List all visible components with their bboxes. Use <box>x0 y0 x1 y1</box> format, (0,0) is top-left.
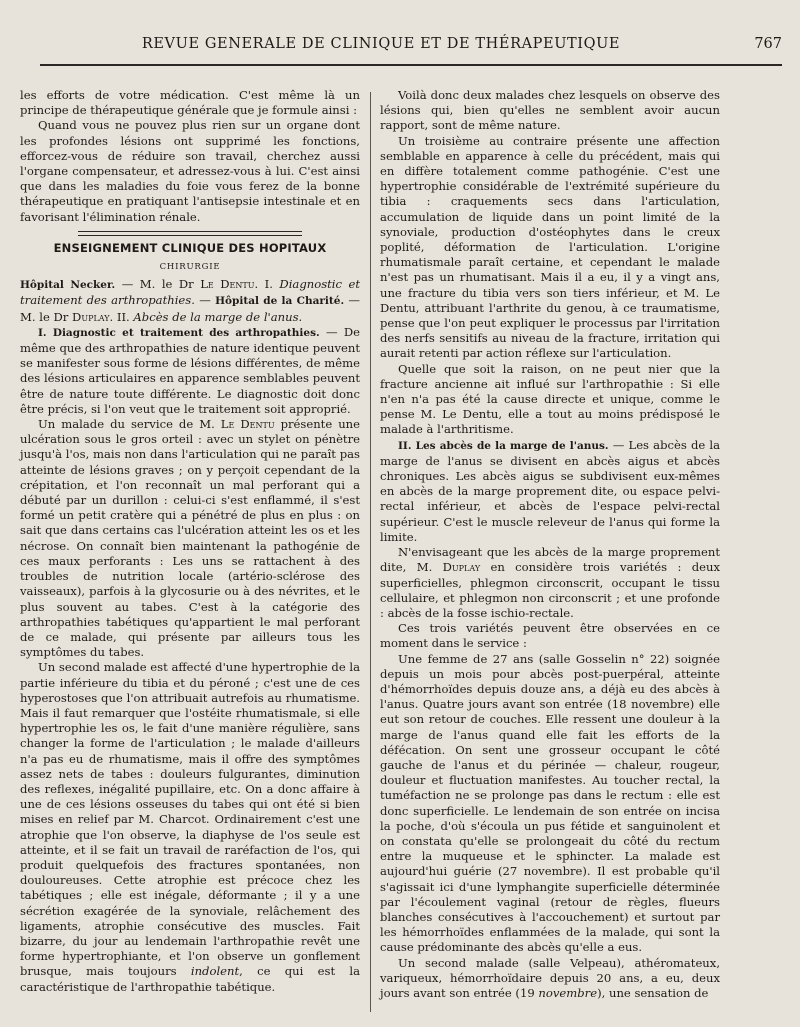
paragraph-text: Un second malade est affecté d'une hypertrophie de la partie inférieure du tibia et du péroné ; c'est une de ces hyperostoses que l'on attribuait autrefois au rhumatisme. Mais il faut remarquer que l'ostéite rhumatismale, si elle hypertrophie les os, le fait d'une manière régulière, sans changer la forme de l'articulation ; le malade d'ailleurs n'a pas eu de rhumatisme, mais il offre des symptômes assez nets de tabes : douleurs fulgurantes, diminution des reflexes, inégalité pupillaire, etc. On a donc affaire à une de ces lésions osseuses du tabes qui ont été si bien mises en relief par M. Charcot. Ordinairement c'est une atrophie que l'on observe, la diaphyse de l'os seule est atteinte, et il se fait un travail de raréfaction de l'os, qui produit quelquefois des fractures spontanées, non douloureuses. Cette atrophie est précoce chez les tabétiques ; elle est inégale, déformante ; il y a une sécrétion exagérée de la synoviale, relâchement des ligaments, atrophie consécutive des muscles. Fait bizarre, du jour au lendemain l'arthropathie revêt une forme hypertrophiante, et l'on observe un gonflement brusque, mais toujours <box>20 660 360 979</box>
summary-text: — <box>194 293 216 308</box>
page-number: 767 <box>754 36 782 52</box>
paragraph-quand: Quand vous ne pouvez plus rien sur un organe dont les profondes lésions ont supprimé les fonctions, efforcez-vous de réduire son travail, cherchez aussi l'organe compensateur, et adressez-vous à lui. C'est ainsi que dans les maladies du foie vous ferez de la bonne thérapeutique en pratiquant l'antisepsie intestinale et en favorisant l'élimination rénale. <box>20 118 360 224</box>
paragraph-second-malade <box>20 660 360 994</box>
right-column <box>380 88 720 1001</box>
section-heading: ENSEIGNEMENT CLINIQUE DES HOPITAUX <box>53 240 327 255</box>
paragraph-text: , ce qui est la caractéristique de l'arthropathie tabétique. <box>20 964 361 994</box>
paragraph-efforts: les efforts de votre médication. C'est même là un principe de thérapeutique générale que je formule ainsi : <box>20 88 360 118</box>
summary-text: . II. <box>109 309 134 324</box>
paragraph-quelle: Quelle que soit la raison, on ne peut nier que la fracture ancienne ait influé sur l'arthropathie : Si elle n'en n'a pas été la cause directe et unique, comme le pense M. Le Dentu, elle a tout au moins prédisposé le malade à l'arthritisme. <box>380 361 720 437</box>
paragraph-abces <box>380 438 720 545</box>
paragraph-text: ), une sensation de <box>597 985 709 1000</box>
left-column <box>20 88 360 995</box>
paragraph-nenvisageant <box>380 545 720 621</box>
paragraph-text: N'envisageant que les abcès de la marge proprement dite, M. <box>380 545 720 575</box>
paragraph-text: présente une ulcération sous le gros orteil : avec un stylet on pénètre jusqu'à l'os, mais non dans l'articulation qui ne paraît pas atteinte de lésions graves ; on y perçoit cependant de la crépitation, et l'on reconnaît un mal perforant qui a débuté par un durillon : celui-ci s'est enflammé, il s'est formé un petit cratère qui a pénétré de plus en plus : on sait que dans certains cas l'ulcération atteint les os et les nécrose. On connaît bien maintenant la pathogénie de ces maux perforants : Les uns se rattachent à des troubles de nutrition locale (artério-sclérose des vaisseaux), parfois à la glycosurie ou à des névrites, et le plus souvent au tabes. C'est à la catégorie des arthropathies tabétiques qu'appartient le mal perforant de ce malade, qui présente par ailleurs tous les symptômes du tabes. <box>20 417 360 660</box>
page-header <box>40 30 782 66</box>
running-head: REVUE GENERALE DE CLINIQUE ET DE THÉRAPEUTIQUE <box>141 36 621 52</box>
summary-text: — M. le Dr <box>115 277 201 292</box>
paragraph-arthropathies <box>20 325 360 417</box>
author-name: Duplay <box>442 560 481 575</box>
lecture-title: Diagnostic et traitement des arthropathies. <box>20 277 361 308</box>
paragraph-malade <box>20 417 360 660</box>
section-divider <box>78 231 302 236</box>
column-divider <box>370 92 371 1012</box>
paragraph-text: Un malade du service de M. <box>38 417 221 432</box>
emphasis: indolent <box>190 964 240 979</box>
emphasis: novembre <box>538 985 598 1000</box>
hospital-charite: Hôpital de la Charité. <box>215 295 345 308</box>
author-name: Duplay <box>72 309 110 324</box>
summary-text: . I. <box>254 277 280 292</box>
paragraph-femme: Une femme de 27 ans (salle Gosselin n° 22) soignée depuis un mois pour abcès post-puerpéral, atteinte d'hémorrhoïdes depuis douze ans, a déjà eu des abcès à l'anus. Quatre jours avant son entrée (18 novembre) elle eut son retour de couches. Elle ressent une douleur à la marge de l'anus quand elle fait les efforts de la défécation. On sent une grosseur occupant le côté gauche de l'anus et du périnée — chaleur, rougeur, douleur et fluctuation manifestes. Au toucher rectal, la tuméfaction ne se prolonge pas dans le rectum : elle est donc superficielle. Le lendemain de son entrée on incisa la poche, d'où s'écoula un pus fétide et sanguinolent et on constata qu'elle se prolongeait du côté du rectum entre la muqueuse et le sphincter. La malade est aujourd'hui guérie (27 novembre). Il est probable qu'il s'agissait ici d'une lymphangite superficielle déterminée par l'écoulement vaginal (retour de règles, flueurs blanches consécutives à l'accouchement) et surtout par les hémorrhoïdes enflammées de la malade, qui sont la cause prédominante des abcès qu'elle a eus. <box>380 651 720 955</box>
paragraph-label: I. Diagnostic et traitement des arthropathies. <box>38 326 320 339</box>
sub-heading: CHIRURGIE <box>159 262 221 273</box>
hospitals-summary <box>20 277 360 325</box>
paragraph-ces: Ces trois variétés peuvent être observées en ce moment dans le service : <box>380 621 720 651</box>
author-name: Le Dentu <box>200 277 255 292</box>
author-name: Le Dentu <box>220 417 275 432</box>
lecture-title: Abcès de la marge de l'anus. <box>133 309 303 324</box>
summary-text: — M. le Dr <box>20 293 360 324</box>
paragraph-troisieme: Un troisième au contraire présente une affection semblable en apparence à celle du précédent, mais qui en diffère totalement comme pathogénie. C'est une hypertrophie considérable de l'extrémité supérieure du tibia : craquements secs dans l'articulation, accumulation de liquide dans un point limité de la synoviale, production d'ostéophytes dans le creux poplité, déformation de l'articulation. L'origine rhumatismale paraît certaine, et cependant le malade n'est pas un rhumatisant. Mais il a eu, il y a vingt ans, une fracture du tibia vers son tiers inférieur, et M. Le Dentu, attribuant l'arthrite du genou, à ce traumatisme, pense que l'on peut expliquer le processus par l'irritation des nerfs sensitifs au niveau de la fracture, irritation qui aurait retenti par action réflexe sur l'articulation. <box>380 133 720 361</box>
paragraph-second-malade-velpeau <box>380 956 720 1002</box>
paragraph-text: Un second malade (salle Velpeau), athéromateux, variqueux, hémorrhoïdaire depuis 20 ans, a eu, deux jours avant son entrée (19 <box>380 955 720 1000</box>
paragraph-label: II. Les abcès de la marge de l'anus. <box>398 439 609 452</box>
paragraph-text: — Les abcès de la marge de l'anus se divisent en abcès aigus et abcès chroniques. Les abcès aigus se subdivisent eux-mêmes en abcès de la marge proprement dite, ou espace pelvi-rectal inférieur, et abcès de l'espace pelvi-rectal supérieur. C'est le muscle releveur de l'anus qui forme la limite. <box>380 437 720 544</box>
paragraph-voila: Voilà donc deux malades chez lesquels on observe des lésions qui, bien qu'elles ne semblent avoir aucun rapport, sont de même nature. <box>380 88 720 133</box>
hospital-necker: Hôpital Necker. <box>20 279 116 292</box>
paragraph-text: — De même que des arthropathies de nature identique peuvent se manifester sous forme de lésions différentes, de même des lésions articulaires en apparence semblables peuvent être de nature toute différente. Le diagnostic doit donc être précis, si l'on veut que le traitement soit approprié. <box>20 324 361 416</box>
paragraph-text: en considère trois variétés : deux superficielles, phlegmon circonscrit, occupant le tissu cellulaire, et phlegmon non circonscrit ; et une profonde : abcès de la fosse ischio-rectale. <box>380 560 720 620</box>
